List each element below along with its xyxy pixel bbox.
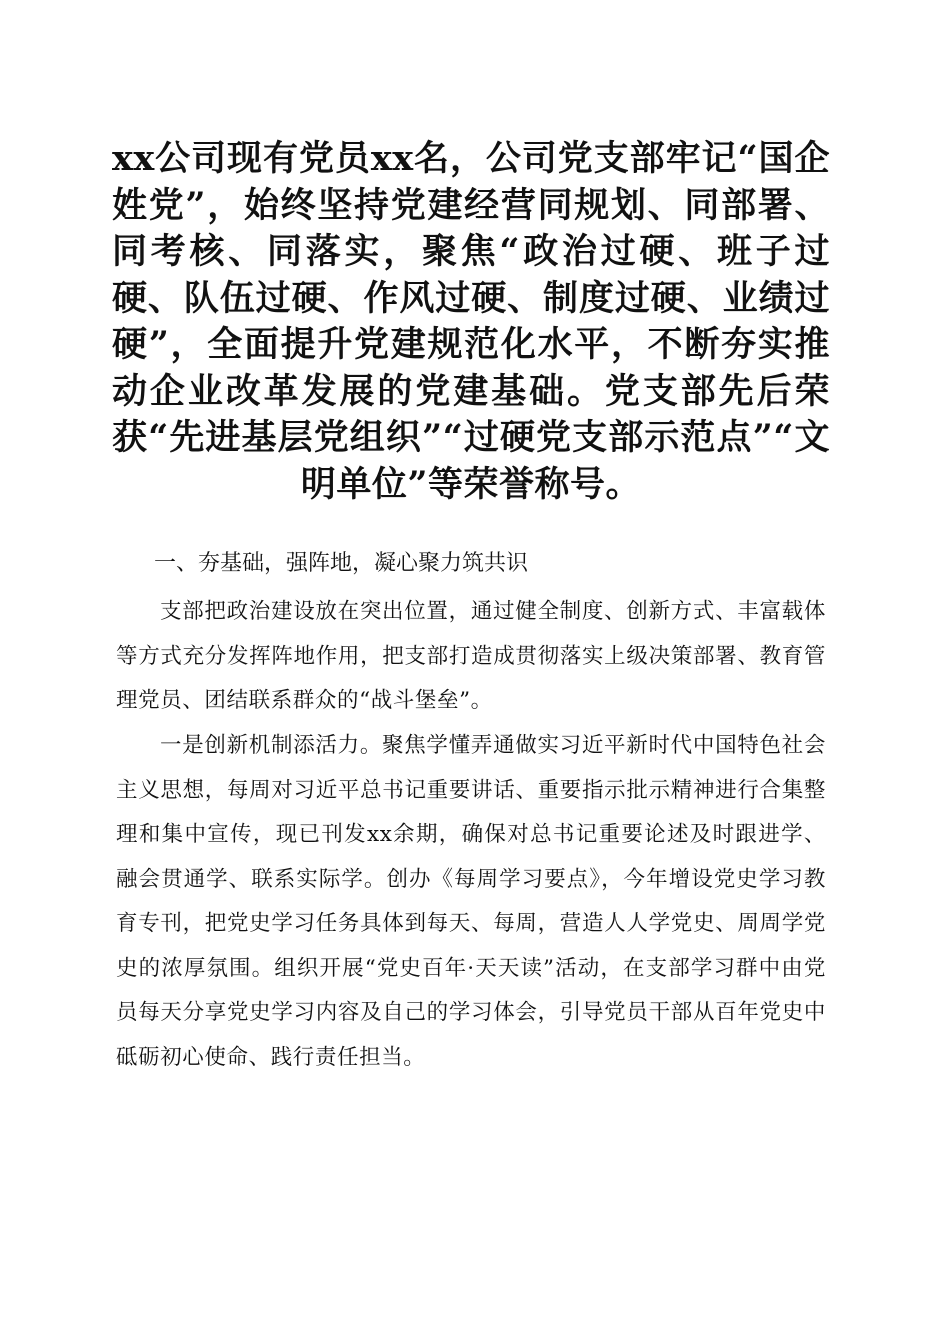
document-title: xx公司现有党员xx名，公司党支部牢记“国企姓党”，始终坚持党建经营同规划、同部署、同考核、同落实，聚焦“政治过硬、班子过硬、队伍过硬、作风过硬、制度过硬、业绩过硬”，全面提升党建规范化水平，不断夯实推动企业改革发展的党建基础。党支部先后荣获“先进基层党组织”“过硬党支部示范点”“文明单位”等荣誉称号。 <box>112 138 830 505</box>
section-heading: 一、夯基础，强阵地，凝心聚力筑共识 <box>154 551 529 576</box>
body-paragraph: 一是创新机制添活力。聚焦学懂弄通做实习近平新时代中国特色社会主义思想，每周对习近平总书记重要讲话、重要指示批示精神进行合集整理和集中宣传，现已刊发xx余期，确保对总书记重要论述及时跟进学、融会贯通学、联系实际学。创办《每周学习要点》，今年增设党史学习教育专刊，把党史学习任务具体到每天、每周，营造人人学党史、周周学党史的浓厚氛围。组织开展“党史百年·天天读”活动，在支部学习群中由党员每天分享党史学习内容及自己的学习体会，引导党员干部从百年党史中砥砺初心使命、践行责任担当。 <box>116 733 826 1070</box>
body-paragraph: 支部把政治建设放在突出位置，通过健全制度、创新方式、丰富载体等方式充分发挥阵地作用，把支部打造成贯彻落实上级决策部署、教育管理党员、团结联系群众的“战斗堡垒”。 <box>116 599 826 713</box>
